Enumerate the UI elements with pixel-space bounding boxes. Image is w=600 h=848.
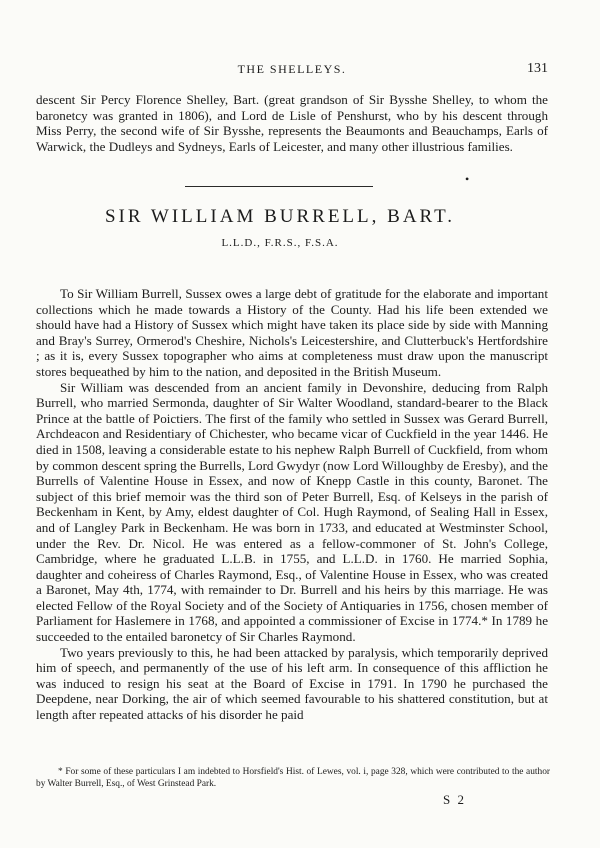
body-paragraph: Two years previously to this, he had been attacked by paralysis, which temporarily deprived him of speech, and permanently of the use of his left arm. In consequence of this affliction he was induced to resign his seat at the Board of Excise in 1791. In 1790 he purchased the Deepdene, near Dorking, the air of which seemed favourable to his shattered constitution, but at length after repeated attacks of his disorder he paid: [36, 644, 548, 723]
body-paragraph: To Sir William Burrell, Sussex owes a large debt of gratitude for the elaborate and important collections which he made towards a History of the County. Had his life been extended we should have had a History of Sussex which might have taken its place side by side with Manning and Bray's Surrey, Ormerod's Cheshire, Nichols's Leicestershire, and Clutterbuck's Hertfordshire ; as it is, every Sussex topographer who aims at completeness must draw upon the manuscript stores bequeathed by him to the nation, and deposited in the British Museum.: [36, 286, 548, 379]
continuation-paragraph: [36, 92, 548, 154]
stray-mark: •: [465, 172, 470, 186]
article-title: SIR WILLIAM BURRELL, BART.: [104, 206, 456, 227]
section-divider: [185, 186, 373, 187]
body-paragraph: Sir William was descended from an ancient family in Devonshire, deducing from Ralph Burrell, who married Sermonda, daughter of Sir Walter Woodland, standard-bearer to the Black Prince at the battle of Poictiers. The first of the family who settled in Sussex was Gerard Burrell, Archdeacon and Residentiary of Chichester, who became vicar of Cuckfield in the year 1446. He died in 1508, leaving a considerable estate to his nephew Ralph Burrell of Cuckfield, from whom by common descent spring the Burrells, Lord Gwydyr (now Lord Willoughby de Eresby), and the Burrells of Valentine House in Essex, and now of Knepp Castle in this county, Baronet. The subject of this brief memoir was the third son of Peter Burrell, Esq. of Kelseys in the parish of Beckenham in Kent, by Amy, eldest daughter of Col. Hugh Raymond, of Sealing Hall in Essex, and of Langley Park in Beckenham. He was born in 1733, and educated at Westminster School, under the Rev. Dr. Nicol. He was entered as a fellow-commoner of St. John's College, Cambridge, where he graduated L.L.B. in 1755, and L.L.D. in 1760. He married Sophia, daughter and coheiress of Charles Raymond, Esq., of Valentine House in Essex, who was created a Baronet, May 4th, 1774, with remainder to Dr. Burrell and his heirs by this marriage. He was elected Fellow of the Royal Society and of the Society of Antiquaries in 1756, chosen member of Parliament for Haslemere in 1768, and appointed a commissioner of Excise in 1774.* In 1789 he succeeded to the entailed baronetcy of Sir Charles Raymond.: [36, 379, 548, 645]
article-body: [36, 286, 548, 723]
running-head: THE SHELLEYS.: [237, 62, 347, 76]
page-number: 131: [527, 61, 548, 76]
footnote: * For some of these particulars I am indebted to Horsfield's Hist. of Lewes, vol. i, page 328, which were contributed to the author by Walter Burrell, Esq., of West Grinstead Park.: [36, 767, 550, 789]
continuation-text: descent Sir Percy Florence Shelley, Bart. (great grandson of Sir Bysshe Shelley, to whom the baronetcy was granted in 1806), and Lord de Lisle of Penshurst, who by his descent through Miss Perry, the second wife of Sir Bysshe, represents the Beaumonts and Beauchamps, Earls of Warwick, the Dudleys and Sydneys, Earls of Leicester, and many other illustrious families.: [36, 92, 548, 154]
signature-mark: S 2: [443, 792, 466, 807]
page-header: [36, 62, 548, 78]
article-subtitle: L.L.D., F.R.S., F.S.A.: [221, 237, 339, 249]
